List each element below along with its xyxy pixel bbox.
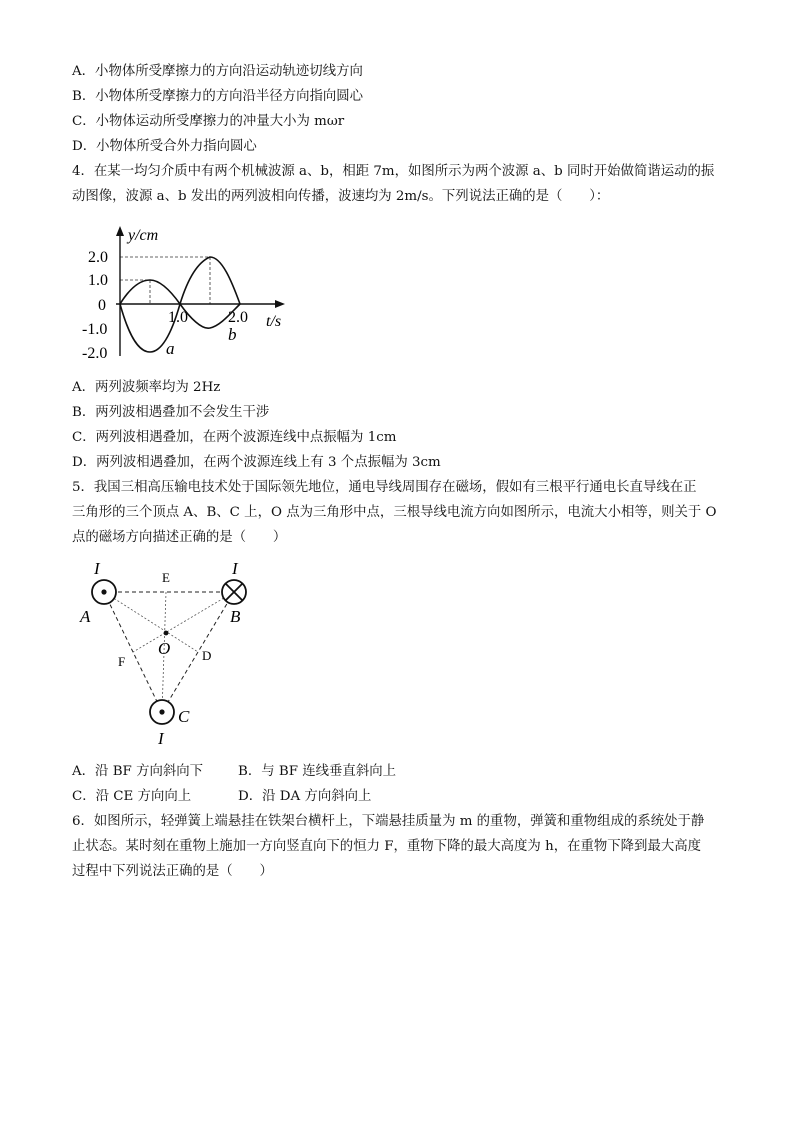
q4-stem-line1: 4．在某一均匀介质中有两个机械波源 a、b，相距 7m，如图所示为两个波源 a、b 同时开始做简谐运动的振 [72,164,715,179]
q3-option-a: A．小物体所受摩擦力的方向沿运动轨迹切线方向 [72,64,363,79]
y-tick-2: 2.0 [88,249,108,266]
current-c-label: I [158,729,164,748]
t-axis-arrow [275,300,285,308]
q4-option-a: A．两列波频率均为 2Hz [72,380,221,395]
q3-option-b: B．小物体所受摩擦力的方向沿半径方向指向圆心 [72,89,364,104]
curve-b-label: b [228,325,237,344]
y-tick-0: 0 [98,297,106,314]
q5-option-b: B．与 BF 连线垂直斜向上 [238,764,396,779]
y-axis-arrow [116,226,124,236]
center-o-dot [164,631,169,636]
q5-stem-line3: 点的磁场方向描述正确的是（ ） [72,530,287,545]
t-axis-label: t/s [266,313,282,330]
q5-option-c: C．沿 CE 方向向上 [72,789,192,804]
q5-options-row1 [72,762,396,782]
median-bf [133,592,234,652]
q5-stem-line1: 5．我国三相高压输电技术处于国际领先地位，通电导线周围存在磁场，假如有三根平行通电长直导线在正 [72,480,697,495]
vertex-a-label: A [80,607,91,626]
q5-option-a: A．沿 BF 方向斜向下 [72,764,204,779]
median-ad [104,592,198,652]
q5-option-d: D．沿 DA 方向斜向上 [238,789,372,804]
oscillation-graph [78,222,300,364]
q4-stem-line2: 动图像，波源 a、b 发出的两列波相向传播，波速均为 2m/s。下列说法正确的是（ ）： [72,189,610,204]
current-a-label: I [94,559,100,578]
q4-option-d: D．两列波相遇叠加，在两个波源连线上有 3 个点振幅为 3cm [72,455,441,470]
q6-stem-line3: 过程中下列说法正确的是（ ） [72,864,273,879]
q4-option-b: B．两列波相遇叠加不会发生干涉 [72,405,270,420]
q3-option-c: C．小物体运动所受摩擦力的冲量大小为 mωr [72,114,345,129]
y-tick-neg2: -2.0 [82,345,108,362]
y-tick-1: 1.0 [88,272,108,289]
triangle-wires-diagram [74,556,254,748]
curve-a-label: a [166,339,175,358]
q5-stem-line2: 三角形的三个顶点 A、B、C 上，O 点为三角形中点，三根导线电流方向如图所示，电流大小相等，则关于 O [72,505,717,520]
point-f-label: F [118,654,126,669]
center-o-label: O [158,639,171,658]
point-d-label: D [202,648,212,663]
t-tick-2: 2.0 [228,309,248,326]
q5-options-row2 [72,787,371,807]
q6-stem-line2: 止状态。某时刻在重物上施加一方向竖直向下的恒力 F，重物下降的最大高度为 h，在重物下降到最大高度 [72,839,702,854]
current-b-label: I [232,559,238,578]
y-tick-neg1: -1.0 [82,321,108,338]
q3-option-d: D．小物体所受合外力指向圆心 [72,139,257,154]
y-axis-label: y/cm [128,227,159,244]
vertex-b-label: B [230,607,241,626]
t-tick-1: 1.0 [168,309,188,326]
point-e-label: E [162,570,170,585]
q4-option-c: C．两列波相遇叠加，在两个波源连线中点振幅为 1cm [72,430,397,445]
vertex-c-label: C [178,707,190,726]
q6-stem-line1: 6．如图所示，轻弹簧上端悬挂在铁架台横杆上，下端悬挂质量为 m 的重物，弹簧和重物组成的系统处于静 [72,814,705,829]
